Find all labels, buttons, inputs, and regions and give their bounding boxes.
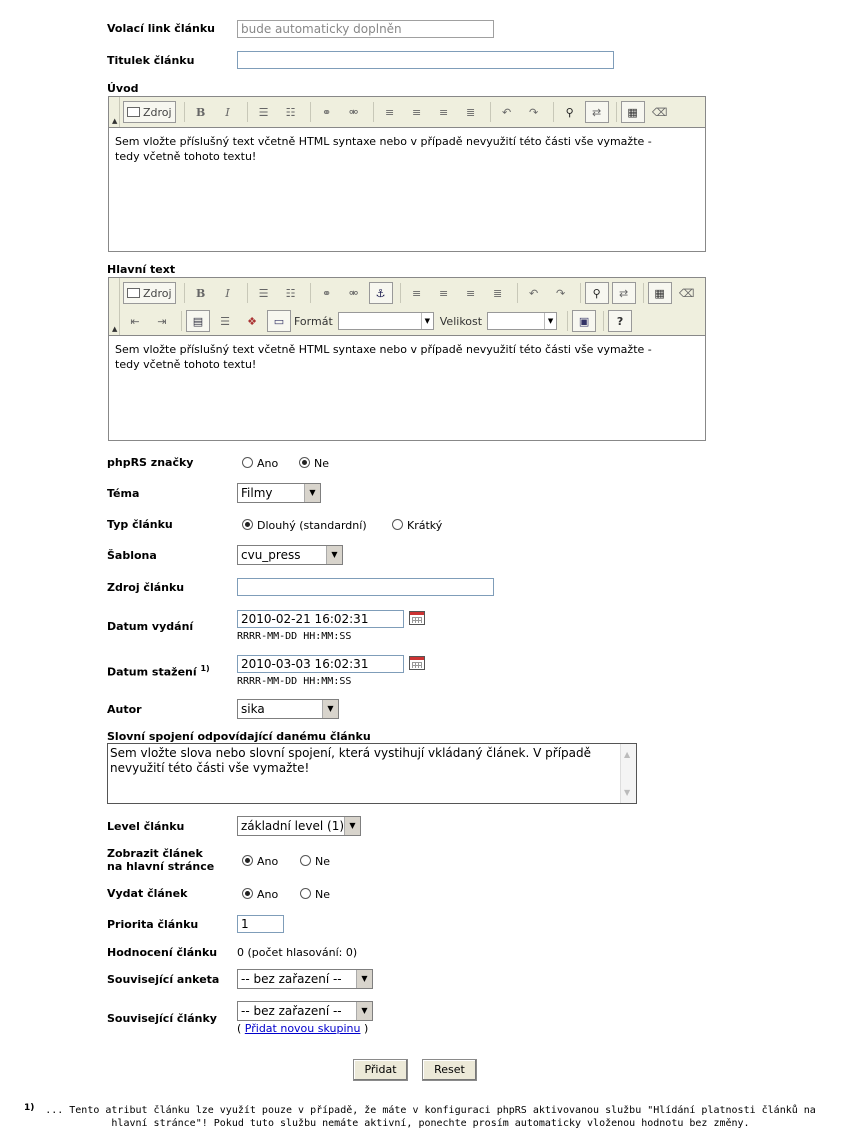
rating-label: Hodnocení článku <box>107 946 218 959</box>
radio-label: Ne <box>314 457 329 470</box>
help-icon[interactable]: ? <box>608 310 632 332</box>
main-text-label: Hlavní text <box>107 263 176 276</box>
radio-icon <box>300 855 311 866</box>
publish-label: Vydat článek <box>107 887 188 900</box>
horizontal-rule-icon[interactable]: ☰ <box>220 314 230 328</box>
link-label: Volací link článku <box>107 22 215 35</box>
topic-label: Téma <box>107 487 140 500</box>
expire-date-label-text: Datum stažení <box>107 665 197 679</box>
keywords-textarea[interactable] <box>107 743 637 804</box>
reset-button[interactable]: Reset <box>422 1059 477 1081</box>
link-icon[interactable]: ⚭ <box>321 286 332 300</box>
italic-button[interactable]: I <box>225 105 230 119</box>
numbered-list-icon[interactable]: ☰ <box>258 105 269 119</box>
main-text-content[interactable]: Sem vložte příslušný text včetně HTML syntaxe nebo v případě nevyužití této části vše vymažte - tedy včetně tohoto textu! <box>115 343 652 371</box>
bulleted-list-icon[interactable]: ☷ <box>285 286 296 300</box>
align-right-icon[interactable]: ≡ <box>465 286 476 300</box>
scroll-down-icon: ▼ <box>624 788 631 797</box>
author-value: sika <box>241 702 265 716</box>
intro-editor <box>108 96 706 252</box>
title-label: Titulek článku <box>107 54 195 67</box>
footnote-text: ... Tento atribut článku lze využít pouze v případě, že máte v konfiguraci phpRS aktivovanou službu "Hlídání platnosti článků na hlavní stránce"! Pokud tuto službu nemáte aktivní, ponechte prosím automaticky vloženou hodnotu bez změny. <box>45 1105 816 1129</box>
footnote-ref: 1) <box>24 1103 35 1113</box>
expire-date-input[interactable]: 2010-03-03 16:02:31 <box>237 655 404 673</box>
size-select[interactable] <box>487 312 557 330</box>
intro-toolbar <box>109 97 705 128</box>
align-left-icon[interactable]: ≡ <box>384 105 395 119</box>
align-right-icon[interactable]: ≡ <box>438 105 449 119</box>
level-select[interactable] <box>237 816 361 836</box>
source-button-label: Zdroj <box>143 105 172 119</box>
keywords-label: Slovní spojení odpovídající danému článku <box>107 730 371 743</box>
intro-label: Úvod <box>107 82 139 95</box>
undo-icon[interactable]: ↶ <box>528 286 539 300</box>
show-home-no[interactable] <box>300 855 330 868</box>
format-select[interactable] <box>338 312 434 330</box>
find-icon[interactable]: ⚲ <box>565 105 574 119</box>
publish-date-format: RRRR-MM-DD HH:MM:SS <box>237 631 352 642</box>
radio-label: Ano <box>257 888 279 901</box>
align-center-icon[interactable]: ≡ <box>411 105 422 119</box>
related-value: -- bez zařazení -- <box>241 1004 342 1018</box>
expire-date-label <box>107 664 210 679</box>
align-justify-icon[interactable]: ≣ <box>465 105 476 119</box>
add-group-link[interactable]: Přidat novou skupinu <box>244 1022 361 1035</box>
radio-icon <box>300 888 311 899</box>
title-input[interactable] <box>237 51 614 69</box>
radio-label: Ano <box>257 457 279 470</box>
align-center-icon[interactable]: ≡ <box>438 286 449 300</box>
publish-yes[interactable] <box>242 888 278 901</box>
radio-icon <box>242 888 253 899</box>
article-type-label: Typ článku <box>107 518 173 531</box>
calendar-icon[interactable] <box>409 611 425 625</box>
radio-icon <box>242 855 253 866</box>
undo-icon[interactable]: ↶ <box>501 105 512 119</box>
chevron-down-icon: ▼ <box>304 484 320 502</box>
chevron-down-icon: ▼ <box>544 313 556 329</box>
radio-label: Ne <box>315 855 330 868</box>
poll-value: -- bez zařazení -- <box>241 972 342 986</box>
author-label: Autor <box>107 703 142 716</box>
source-icon <box>127 288 140 298</box>
phprs-tags-no[interactable] <box>299 457 329 470</box>
radio-icon <box>392 519 403 530</box>
special-char-icon[interactable]: ❖ <box>247 314 257 328</box>
priority-input[interactable]: 1 <box>237 915 284 933</box>
select-all-icon[interactable]: ▦ <box>648 282 672 304</box>
source-input[interactable] <box>237 578 494 596</box>
remove-format-icon[interactable]: ⌫ <box>651 105 668 119</box>
maximize-icon[interactable]: ▣ <box>572 310 596 332</box>
indent-icon[interactable]: ⇥ <box>157 314 167 328</box>
article-type-long[interactable] <box>242 519 367 532</box>
toolbar-collapse-handle[interactable] <box>111 278 120 335</box>
bulleted-list-icon[interactable]: ☷ <box>285 105 296 119</box>
submit-button[interactable]: Přidat <box>353 1059 408 1081</box>
bold-button[interactable]: B <box>195 286 206 300</box>
poll-label: Související anketa <box>107 973 220 986</box>
radio-icon <box>242 519 253 530</box>
rating-value: 0 (počet hlasování: 0) <box>237 946 358 959</box>
level-label: Level článku <box>107 820 185 833</box>
link-input[interactable]: bude automaticky doplněn <box>237 20 494 38</box>
redo-icon[interactable]: ↷ <box>528 105 539 119</box>
chevron-down-icon: ▼ <box>356 1002 372 1020</box>
radio-label: Ano <box>257 855 279 868</box>
template-label: Šablona <box>107 549 157 562</box>
outdent-icon[interactable]: ⇤ <box>130 314 140 328</box>
poll-select[interactable] <box>237 969 373 989</box>
numbered-list-icon[interactable]: ☰ <box>258 286 269 300</box>
radio-label: Ne <box>315 888 330 901</box>
align-justify-icon[interactable]: ≣ <box>492 286 503 300</box>
radio-label: Dlouhý (standardní) <box>257 519 367 532</box>
related-label: Související články <box>107 1012 217 1025</box>
show-home-label <box>107 847 214 873</box>
show-home-label-line2: na hlavní stránce <box>107 860 215 873</box>
footnote-ref: 1) <box>200 664 210 673</box>
publish-date-label: Datum vydání <box>107 620 194 633</box>
size-label: Velikost <box>439 314 483 328</box>
source-button-label: Zdroj <box>143 286 172 300</box>
phprs-tags-label: phpRS značky <box>107 456 194 469</box>
bold-button[interactable]: B <box>195 105 206 119</box>
show-home-label-line1: Zobrazit článek <box>107 847 203 860</box>
expire-date-format: RRRR-MM-DD HH:MM:SS <box>237 676 352 687</box>
main-text-editor <box>108 277 706 441</box>
radio-icon <box>242 457 253 468</box>
main-text-toolbar <box>109 278 705 336</box>
scroll-up-icon: ▲ <box>624 750 631 759</box>
related-select[interactable] <box>237 1001 373 1021</box>
article-type-short[interactable] <box>392 519 442 532</box>
show-home-yes[interactable] <box>242 855 278 868</box>
chevron-down-icon: ▼ <box>322 700 338 718</box>
publish-date-input[interactable]: 2010-02-21 16:02:31 <box>237 610 404 628</box>
chevron-down-icon: ▼ <box>356 970 372 988</box>
chevron-down-icon: ▼ <box>421 313 433 329</box>
toolbar-collapse-handle[interactable] <box>111 97 120 127</box>
phprs-tags-yes[interactable] <box>242 457 278 470</box>
format-label: Formát <box>294 314 333 328</box>
find-icon[interactable]: ⚲ <box>585 282 609 304</box>
calendar-icon[interactable] <box>409 656 425 670</box>
replace-icon[interactable]: ⇄ <box>612 282 636 304</box>
template-value: cvu_press <box>241 548 301 562</box>
redo-icon[interactable]: ↷ <box>555 286 566 300</box>
source-button[interactable] <box>123 282 176 304</box>
level-value: základní level (1) <box>241 819 345 833</box>
source-button[interactable] <box>123 101 176 123</box>
remove-format-icon[interactable]: ⌫ <box>678 286 695 300</box>
paren-close: ) <box>363 1022 369 1035</box>
intro-content[interactable]: Sem vložte příslušný text včetně HTML syntaxe nebo v případě nevyužití této části vše vymažte - tedy včetně tohoto textu! <box>115 135 652 163</box>
priority-label: Priorita článku <box>107 918 199 931</box>
topic-value: Filmy <box>241 486 273 500</box>
chevron-down-icon: ▼ <box>326 546 342 564</box>
scrollbar[interactable] <box>620 744 636 803</box>
chevron-down-icon: ▼ <box>344 817 360 835</box>
topic-select[interactable] <box>237 483 321 503</box>
unlink-icon[interactable]: ⚮ <box>348 286 359 300</box>
radio-label: Krátký <box>407 519 443 532</box>
source-label: Zdroj článku <box>107 581 185 594</box>
author-select[interactable] <box>237 699 339 719</box>
keywords-text: Sem vložte slova nebo slovní spojení, která vystihují vkládaný článek. V případě nevyužití této části vše vymažte! <box>110 746 592 775</box>
table-icon[interactable]: ▤ <box>186 310 210 332</box>
page-break-icon[interactable]: ▭ <box>267 310 291 332</box>
italic-button[interactable]: I <box>225 286 230 300</box>
publish-no[interactable] <box>300 888 330 901</box>
unlink-icon[interactable]: ⚮ <box>348 105 359 119</box>
footnote <box>24 1102 824 1129</box>
link-icon[interactable]: ⚭ <box>321 105 332 119</box>
template-select[interactable] <box>237 545 343 565</box>
paren-open: ( <box>237 1022 242 1035</box>
source-icon <box>127 107 140 117</box>
select-all-icon[interactable]: ▦ <box>621 101 645 123</box>
radio-icon <box>299 457 310 468</box>
replace-icon[interactable]: ⇄ <box>585 101 609 123</box>
align-left-icon[interactable]: ≡ <box>411 286 422 300</box>
anchor-icon[interactable]: ⚓ <box>369 282 393 304</box>
add-group-wrapper <box>237 1022 368 1035</box>
